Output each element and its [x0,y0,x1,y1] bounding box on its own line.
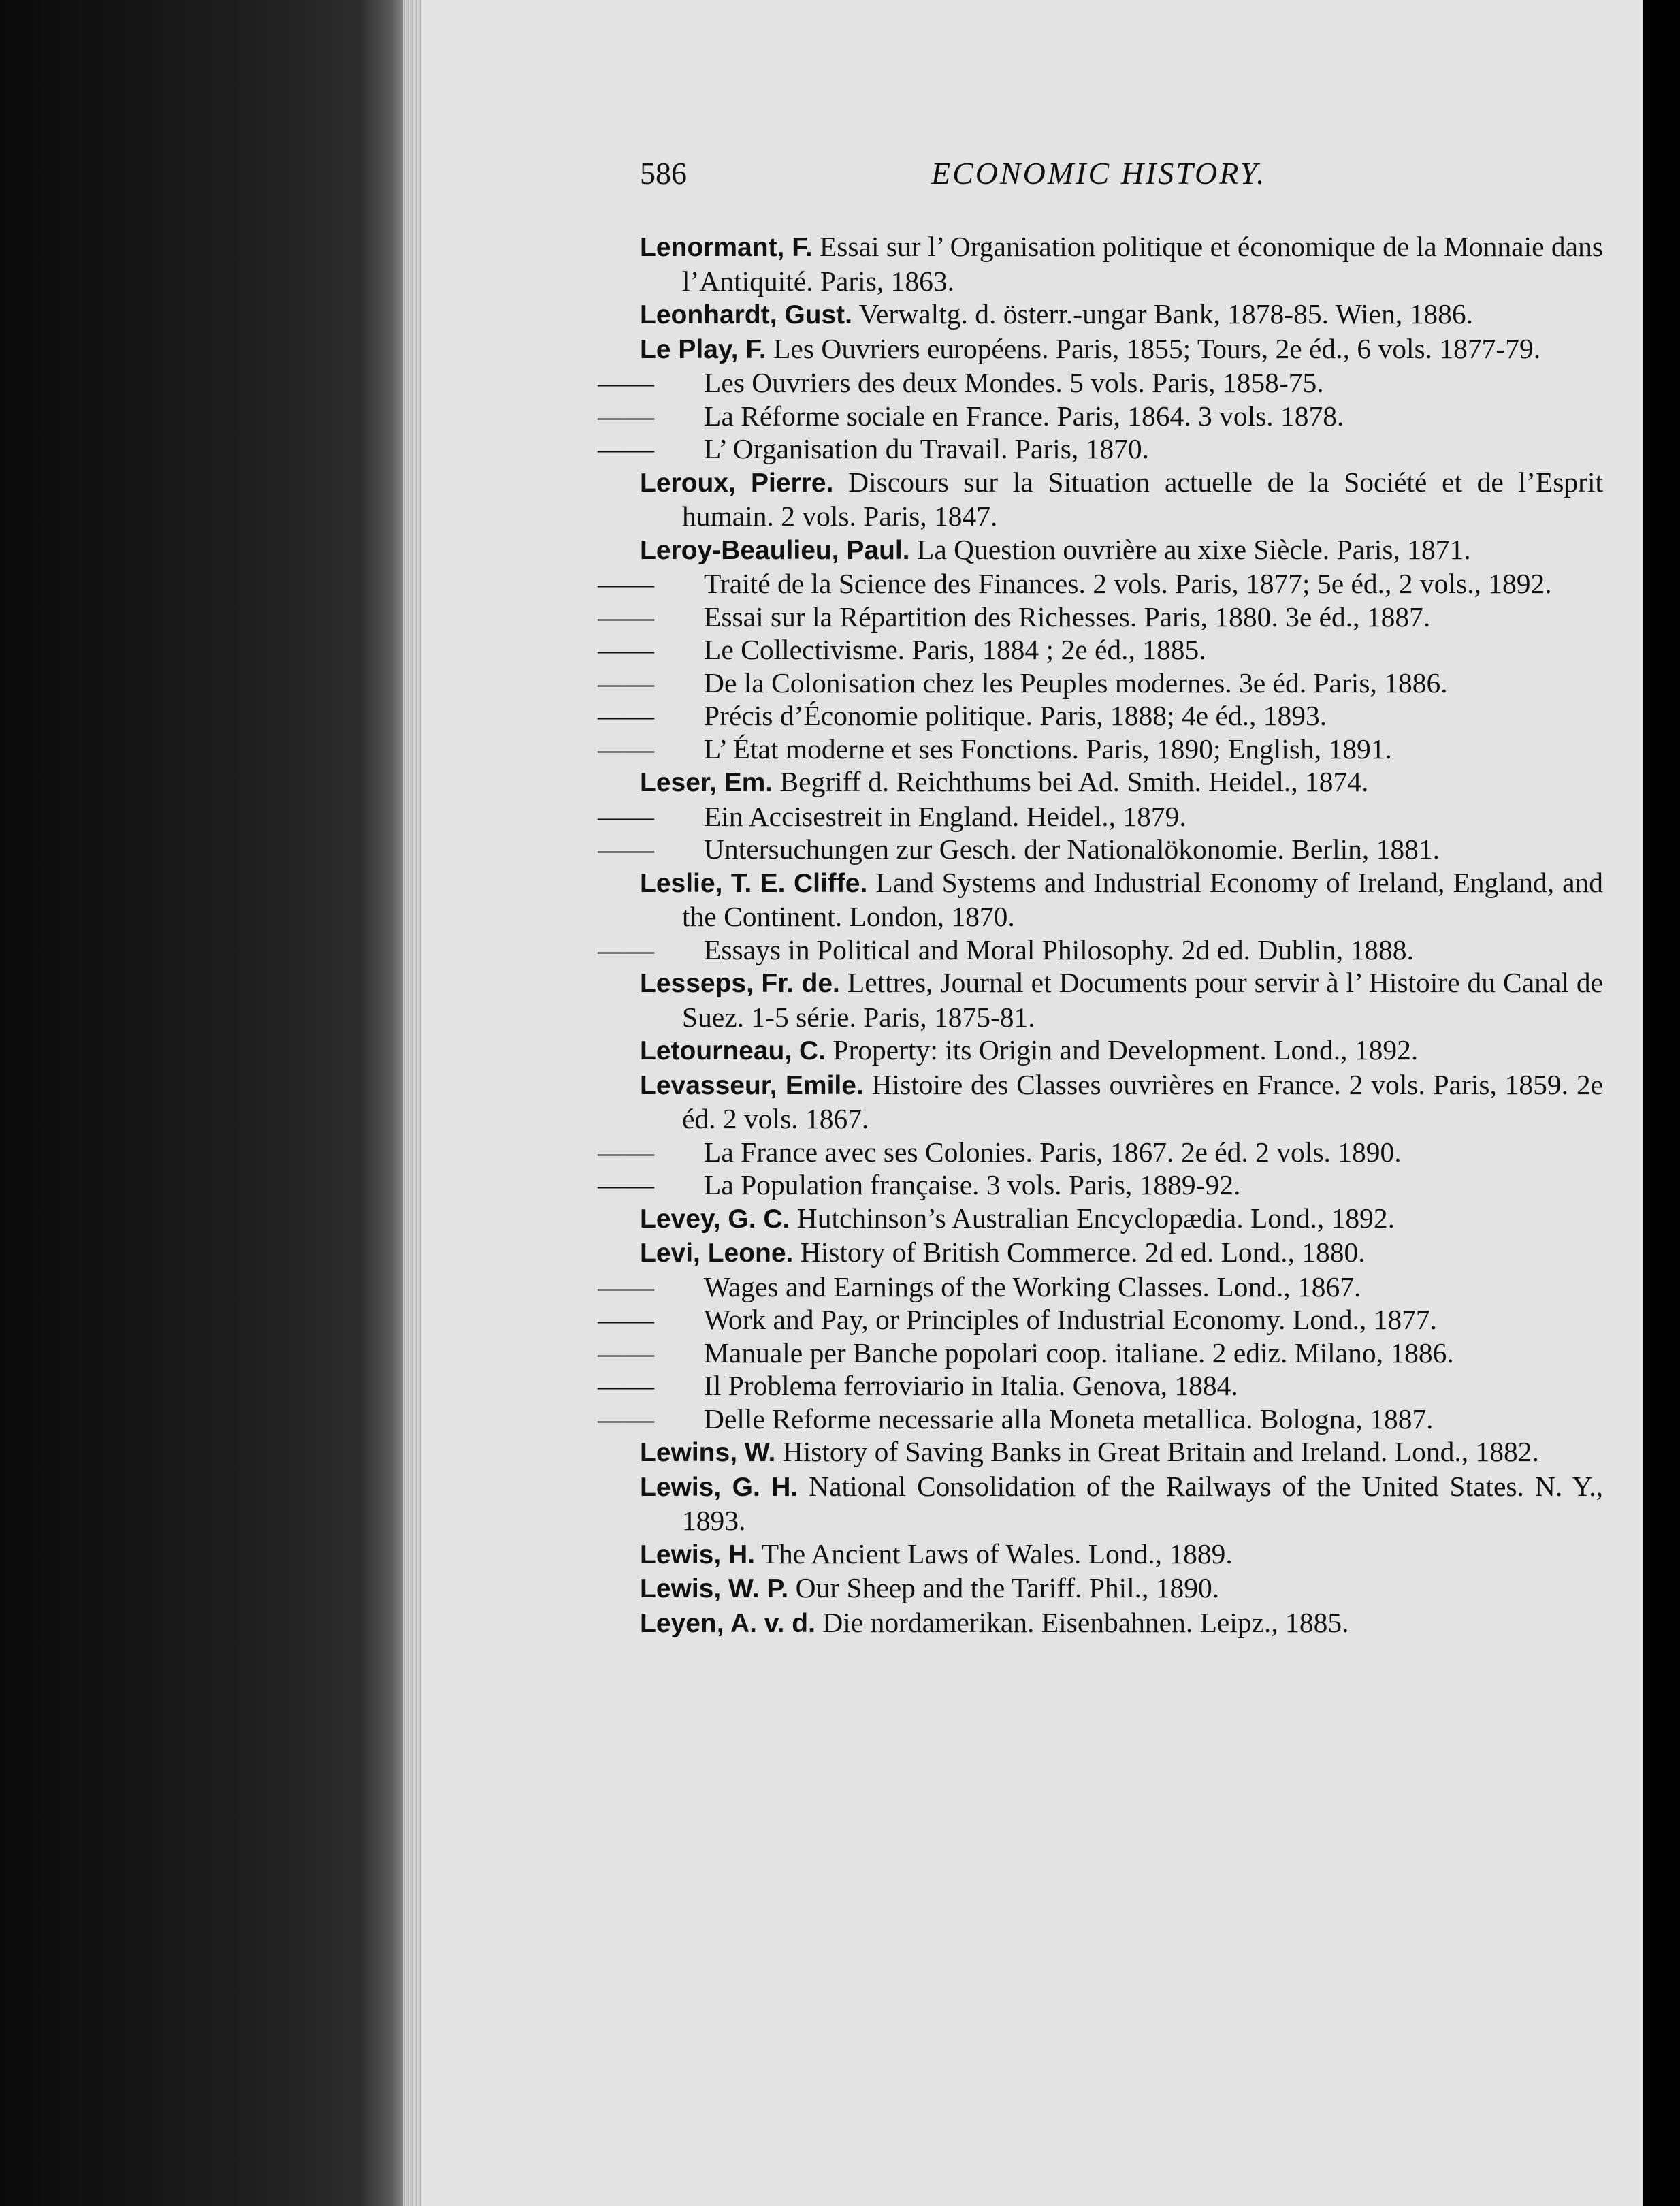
entry-text: Delle Reforme necessarie alla Moneta metallica. Bologna, 1887. [704,1403,1434,1435]
ditto-dash: —— [598,1169,654,1200]
entry-author: Leonhardt, Gust. [640,300,852,330]
bibliography-entry [598,567,1603,601]
entry-text: Manuale per Banche popolari coop. italiane. 2 ediz. Milano, 1886. [704,1337,1454,1369]
running-title: ECONOMIC HISTORY. [931,156,1267,191]
bibliography-entry [598,800,1603,833]
entry-author: Levi, Leone. [640,1238,794,1268]
bibliography-entry [598,667,1603,700]
bibliography-entry [640,533,1603,568]
ditto-dash: —— [598,634,654,665]
bibliography-entry [598,733,1603,766]
entry-text: Wages and Earnings of the Working Classes. Lond., 1867. [704,1270,1361,1302]
entry-author: Lewins, W. [640,1438,776,1467]
bibliography-entry [598,432,1603,466]
ditto-dash: —— [598,800,654,832]
bibliography-entry [598,933,1603,967]
entry-author: Levey, G. C. [640,1204,790,1234]
bibliography-entry [640,298,1603,332]
bibliography-entry [598,699,1603,733]
bibliography-entry [640,1470,1603,1537]
entry-author: Le Play, F. [640,334,766,364]
entry-text: Property: its Origin and Development. Lond., 1892. [833,1034,1419,1066]
bibliography-entry [640,1236,1603,1270]
book-binding [0,0,408,2206]
bibliography-entry [640,966,1603,1034]
entry-text: De la Colonisation chez les Peuples modernes. 3e éd. Paris, 1886. [704,667,1448,699]
entry-text: Ein Accisestreit in England. Heidel., 1879. [704,800,1186,832]
entry-author: Lewis, G. H. [640,1472,798,1502]
ditto-dash: —— [598,433,654,464]
entry-text: Our Sheep and the Tariff. Phil., 1890. [795,1572,1220,1603]
bibliography-entry [598,1403,1603,1436]
ditto-dash: —— [598,833,654,865]
entry-text: La Question ouvrière au xixe Siècle. Paris, 1871. [916,533,1471,565]
entry-author: Lewis, H. [640,1539,756,1569]
ditto-dash: —— [598,733,654,765]
entry-text: History of British Commerce. 2d ed. Lond., 1880. [800,1236,1366,1268]
page-edges [403,0,421,2206]
entry-text: National Consolidation of the Railways of the United States. N. Y., 1893. [682,1470,1604,1536]
bibliography-entry [598,400,1603,433]
entry-author: Leslie, T. E. Cliffe. [640,868,868,898]
bibliography-entry [598,1369,1603,1403]
bibliography-entry [640,1068,1603,1136]
entry-text: Begriff d. Reichthums bei Ad. Smith. Heidel., 1874. [779,766,1369,797]
ditto-dash: —— [598,1337,654,1369]
entry-text: L’ Organisation du Travail. Paris, 1870. [704,433,1150,464]
entry-text: Die nordamerikan. Eisenbahnen. Leipz., 1885. [822,1606,1349,1638]
entry-author: Leroux, Pierre. [640,468,834,498]
entry-text: History of Saving Banks in Great Britain and Ireland. Lond., 1882. [782,1436,1539,1467]
entry-text: Le Collectivisme. Paris, 1884 ; 2e éd., 1885. [704,634,1206,665]
entry-author: Lewis, W. P. [640,1574,789,1603]
bibliography-entry [640,466,1603,533]
entry-text: Les Ouvriers des deux Mondes. 5 vols. Paris, 1858-75. [704,367,1324,398]
book-page [421,0,1643,2206]
entry-author: Leyen, A. v. d. [640,1608,815,1638]
bibliography-entry [598,366,1603,400]
entry-text: Untersuchungen zur Gesch. der Nationalökonomie. Berlin, 1881. [704,833,1440,865]
ditto-dash: —— [598,933,654,965]
entry-text: Traité de la Science des Finances. 2 vols. Paris, 1877; 5e éd., 2 vols., 1892. [704,568,1552,599]
bibliography-entry [640,1435,1603,1470]
ditto-dash: —— [598,568,654,599]
ditto-dash: —— [598,1304,654,1335]
entry-author: Lesseps, Fr. de. [640,969,840,998]
bibliography-entry [598,1303,1603,1337]
bibliography-entry [640,866,1603,933]
entry-text: Essai sur l’ Organisation politique et économique de la Monnaie dans l’Antiquité. Paris, 1863. [682,231,1603,297]
entry-text: La Réforme sociale en France. Paris, 1864. 3 vols. 1878. [704,400,1344,432]
ditto-dash: —— [598,700,654,731]
bibliography-list [598,230,1604,1640]
entry-text: La Population française. 3 vols. Paris, 1889-92. [704,1169,1241,1200]
bibliography-entry [640,765,1603,800]
bibliography-entry [640,1537,1603,1572]
page-header [640,155,1606,203]
bibliography-entry [598,1270,1603,1304]
bibliography-entry [598,1168,1603,1202]
entry-text: Verwaltg. d. österr.-ungar Bank, 1878-85. Wien, 1886. [858,298,1473,330]
entry-text: La France avec ses Colonies. Paris, 1867. 2e éd. 2 vols. 1890. [704,1136,1402,1168]
entry-author: Lenormant, F. [640,233,813,262]
entry-text: Il Problema ferroviario in Italia. Genova, 1884. [704,1370,1238,1401]
ditto-dash: —— [598,601,654,633]
bibliography-entry [598,1136,1603,1169]
bibliography-entry [598,1337,1603,1370]
ditto-dash: —— [598,1403,654,1435]
entry-text: Work and Pay, or Principles of Industrial Economy. Lond., 1877. [704,1304,1438,1335]
ditto-dash: —— [598,1370,654,1401]
entry-text: Discours sur la Situation actuelle de la Société et de l’Esprit humain. 2 vols. Paris, 1847. [682,466,1604,532]
entry-text: L’ État moderne et ses Fonctions. Paris, 1890; English, 1891. [704,733,1392,765]
entry-text: Les Ouvriers européens. Paris, 1855; Tours, 2e éd., 6 vols. 1877-79. [773,332,1541,364]
bibliography-entry [640,1571,1603,1606]
entry-author: Levasseur, Emile. [640,1070,864,1100]
entry-text: Essays in Political and Moral Philosophy. 2d ed. Dublin, 1888. [704,933,1414,965]
bibliography-entry [640,1606,1603,1641]
entry-author: Leser, Em. [640,768,773,797]
entry-text: Land Systems and Industrial Economy of Ireland, England, and the Continent. London, 1870. [682,866,1603,932]
ditto-dash: —— [598,400,654,432]
entry-text: Lettres, Journal et Documents pour servir à l’ Histoire du Canal de Suez. 1-5 série. Paris, 1875-81. [682,967,1604,1033]
entry-text: Histoire des Classes ouvrières en France. 2 vols. Paris, 1859. 2e éd. 2 vols. 1867. [682,1068,1604,1134]
bibliography-entry [598,833,1603,866]
ditto-dash: —— [598,1136,654,1168]
bibliography-entry [640,230,1603,298]
scan-border [1643,0,1680,2206]
page-number: 586 [640,156,687,191]
bibliography-entry [640,1202,1603,1236]
entry-text: The Ancient Laws of Wales. Lond., 1889. [761,1537,1233,1569]
bibliography-entry [598,633,1603,667]
ditto-dash: —— [598,367,654,398]
ditto-dash: —— [598,667,654,699]
bibliography-entry [640,332,1603,367]
entry-text: Précis d’Économie politique. Paris, 1888; 4e éd., 1893. [704,700,1327,731]
entry-text: Hutchinson’s Australian Encyclopædia. Lond., 1892. [796,1202,1395,1234]
bibliography-entry [640,1034,1603,1068]
entry-author: Leroy-Beaulieu, Paul. [640,535,910,565]
ditto-dash: —— [598,1270,654,1302]
entry-author: Letourneau, C. [640,1036,826,1066]
entry-text: Essai sur la Répartition des Richesses. Paris, 1880. 3e éd., 1887. [704,601,1431,633]
bibliography-entry [598,601,1603,634]
